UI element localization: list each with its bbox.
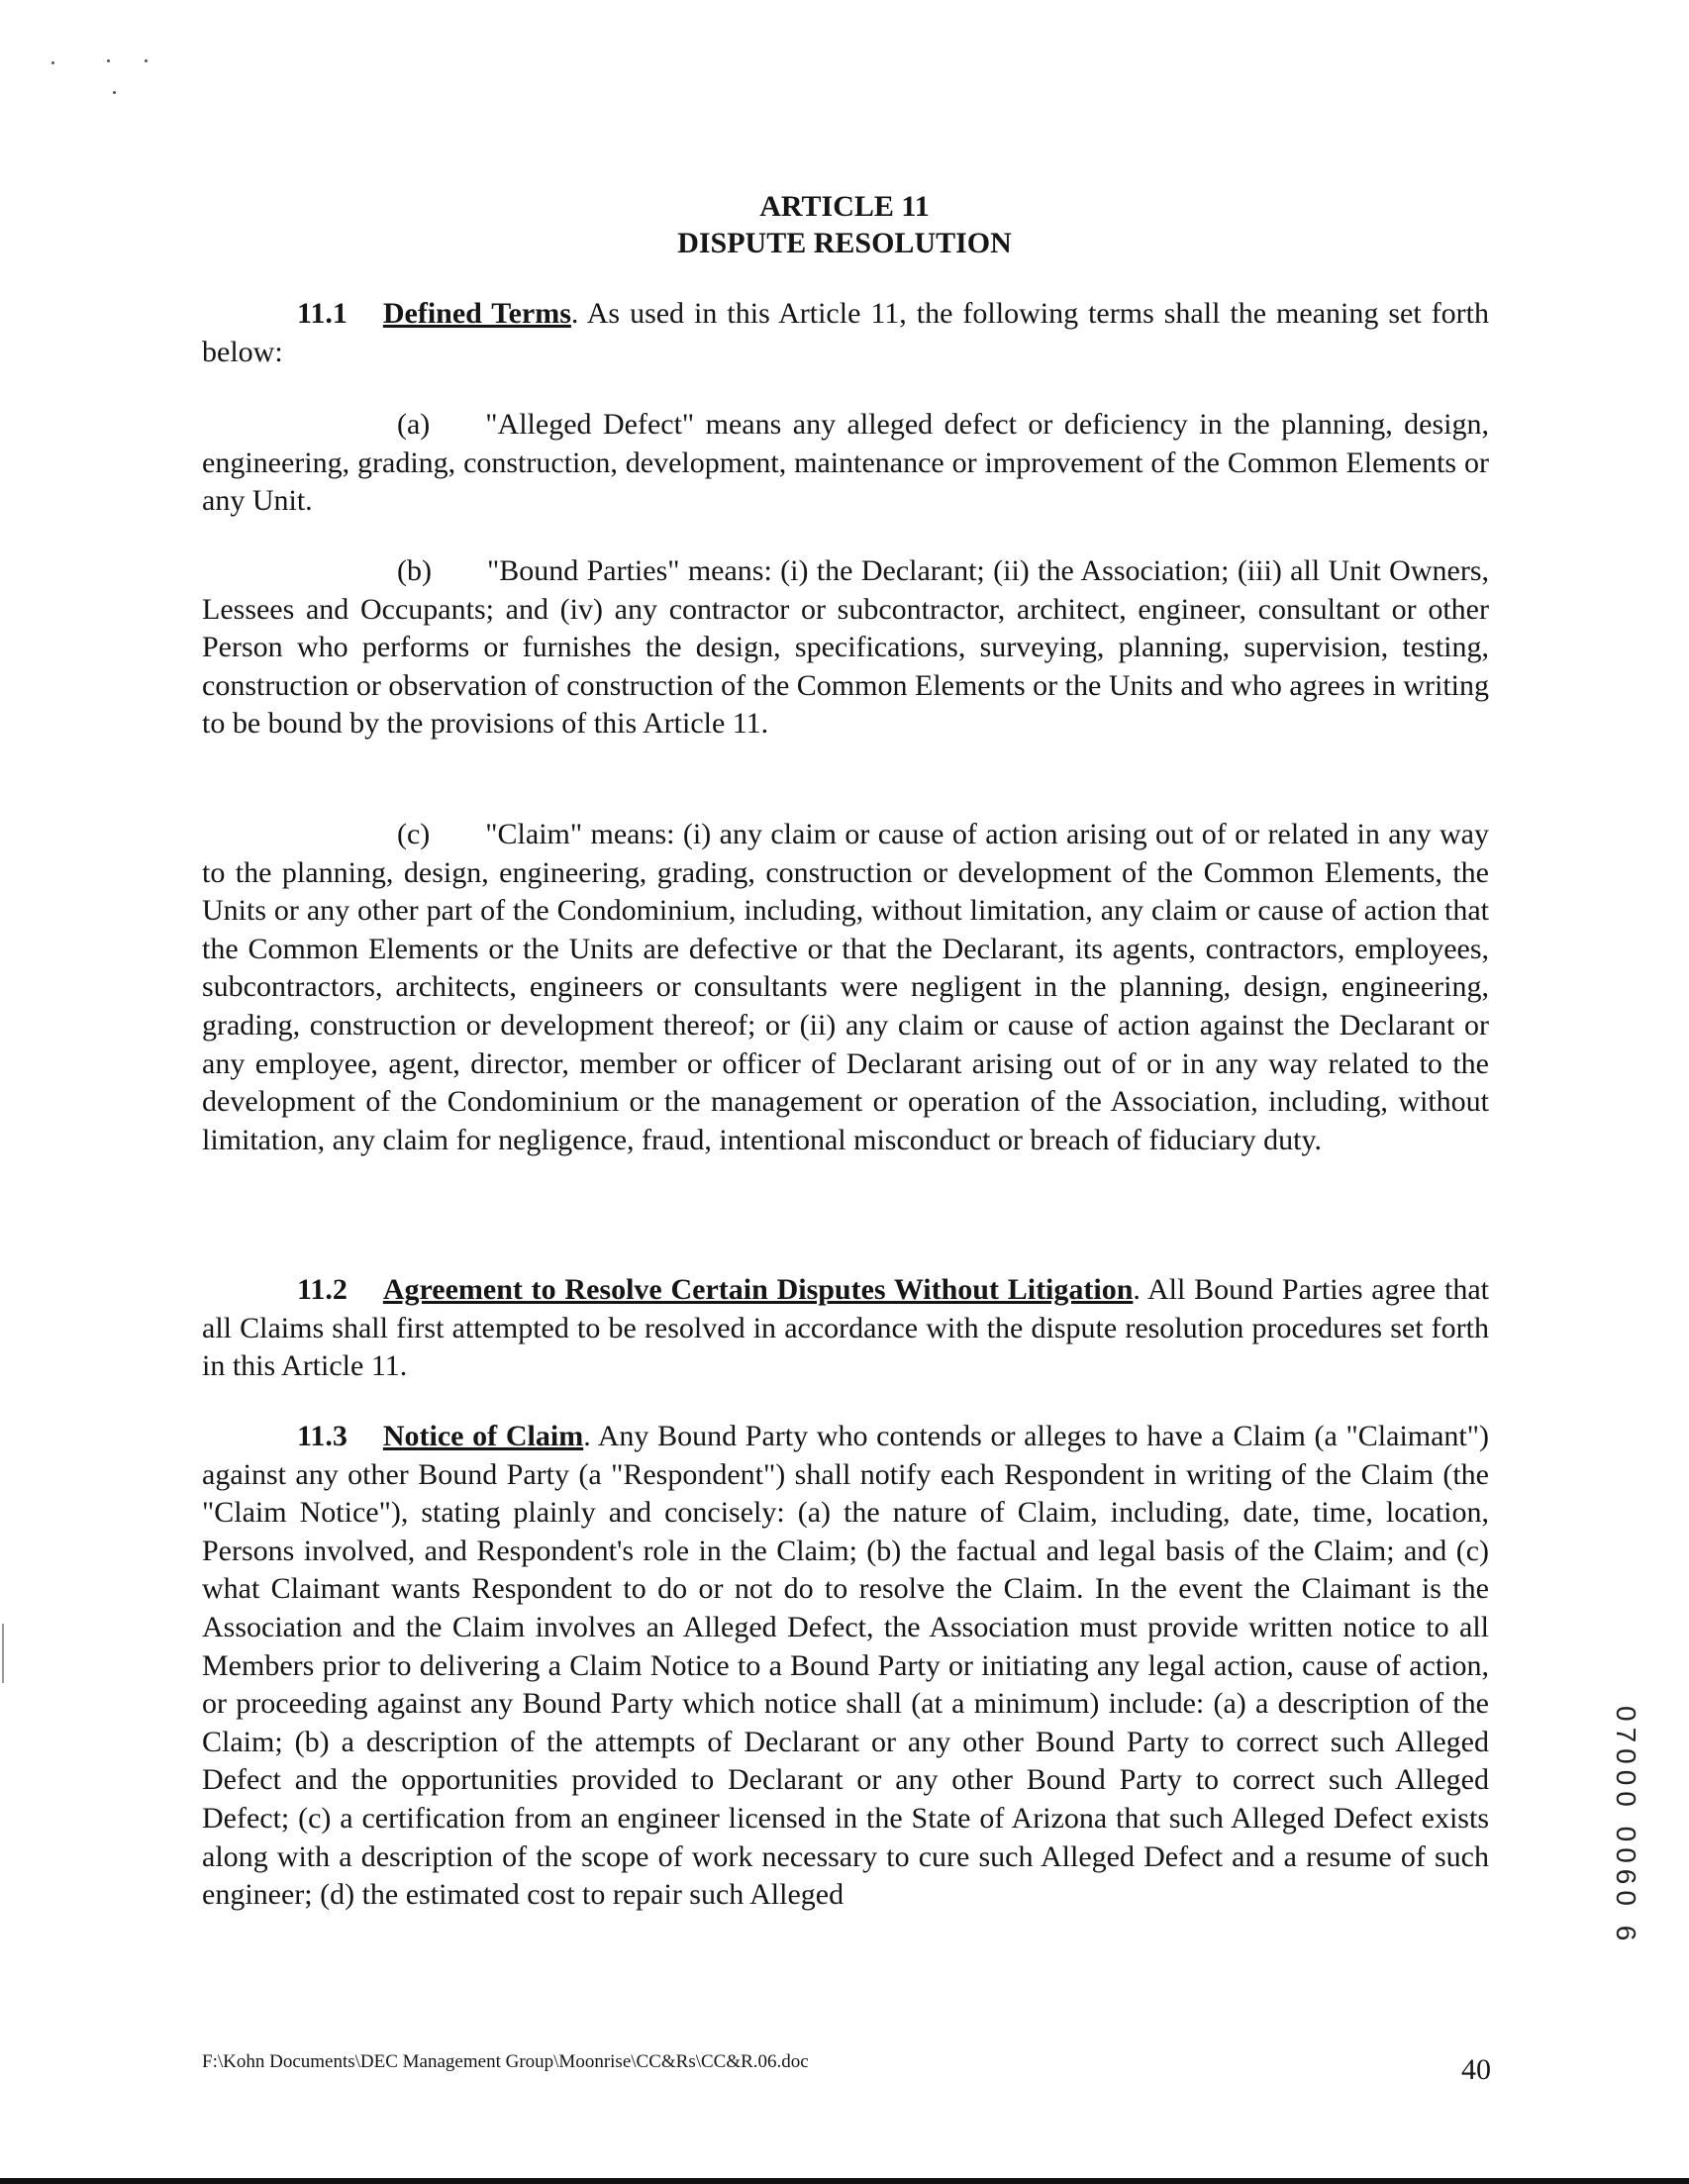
definition-text: "Claim" means: (i) any claim or cause of action arising out of or related in any way to the planning, design, engineering, grading, construction or development of the Common Elements, the Units or any other part of the Condominium, including, without limitation, any claim or cause of action that the Common Elements or the Units are defective or that the Declarant, its agents, contractors, employees, subcontractors, architects, engineers or consultants were negligent in the planning, design, engineering, grading, construction or development thereof; or (ii) any claim or cause of action against the Declarant or any employee, agent, director, member or officer of Declarant arising out of or in any way related to the development of the Condominium or the management or operation of the Association, including, without limitation, any claim for negligence, fraud, intentional misconduct or breach of fiduciary duty. bbox=[202, 818, 1489, 1156]
definition-label: (c) bbox=[397, 818, 431, 850]
definition-label: (b) bbox=[397, 554, 432, 587]
definition-b bbox=[202, 552, 1489, 744]
section-11-3 bbox=[202, 1418, 1489, 1915]
section-text: . As used in this Article 11, the following terms shall the meaning set forth below: bbox=[202, 297, 1490, 368]
scan-bottom-edge bbox=[0, 2178, 1689, 2184]
section-heading: Agreement to Resolve Certain Disputes Without Litigation bbox=[382, 1273, 1134, 1306]
section-11-1 bbox=[202, 295, 1489, 371]
scan-speck bbox=[145, 59, 148, 62]
footer-file-path: F:\Kohn Documents\DEC Management Group\Moonrise\CC&Rs\CC&R.06.doc bbox=[202, 2051, 809, 2072]
section-number: 11.3 bbox=[297, 1420, 348, 1452]
page-number: 40 bbox=[1461, 2053, 1491, 2086]
scan-speck bbox=[113, 91, 116, 94]
definition-text: "Bound Parties" means: (i) the Declarant; (ii) the Association; (iii) all Unit Owners, Lessees and Occupants; and (iv) any contractor or subcontractor, architect, engineer, consultant or other Person who performs or furnishes the design, specifications, surveying, planning, supervision, testing, construction or observation of construction of the Common Elements or the Units and who agrees in writing to be bound by the provisions of this Article 11. bbox=[202, 554, 1489, 741]
section-number: 11.1 bbox=[297, 297, 348, 330]
definition-text: "Alleged Defect" means any alleged defect or deficiency in the planning, design, engineering, grading, construction, development, maintenance or improvement of the Common Elements or any Unit. bbox=[202, 408, 1489, 518]
section-heading: Defined Terms bbox=[382, 297, 571, 330]
scan-edge-mark bbox=[2, 1624, 4, 1683]
article-number: ARTICLE 11 bbox=[759, 190, 930, 223]
article-title: DISPUTE RESOLUTION bbox=[677, 227, 1012, 259]
section-text: . Any Bound Party who contends or alleges to have a Claim (a "Claimant") against any other Bound Party (a "Respondent") shall notify each Respondent in writing of the Claim (the "Claim Notice"), stating plainly and concisely: (a) the nature of Claim, including, date, time, location, Persons involved, and Respondent's role in the Claim; (b) the factual and legal basis of the Claim; and (c) what Claimant wants Respondent to do or not do to resolve the Claim. In the event the Claimant is the Association and the Claim involves an Alleged Defect, the Association must provide written notice to all Members prior to delivering a Claim Notice to a Bound Party or initiating any legal action, cause of action, or proceeding against any Bound Party which notice shall (at a minimum) include: (a) a description of the Claim; (b) a description of the attempts of Declarant or any other Bound Party to correct such Alleged Defect and the opportunities provided to Declarant or any other Bound Party to correct such Alleged Defect; (c) a certification from an engineer licensed in the State of Arizona that such Alleged Defect exists along with a description of the scope of work necessary to cure such Alleged Defect and a resume of such engineer; (d) the estimated cost to repair such Alleged bbox=[202, 1420, 1490, 1912]
definition-c bbox=[202, 816, 1489, 1159]
section-heading: Notice of Claim bbox=[382, 1420, 584, 1452]
bates-stamp: 07000 0060 6 bbox=[1611, 1706, 1641, 1947]
section-11-2 bbox=[202, 1271, 1489, 1386]
section-text: . All Bound Parties agree that all Claims shall first attempted to be resolved in accordance with the dispute resolution procedures set forth in this Article 11. bbox=[202, 1273, 1489, 1383]
scan-speck bbox=[107, 59, 110, 62]
definition-label: (a) bbox=[397, 408, 431, 441]
section-number: 11.2 bbox=[297, 1273, 348, 1306]
definition-a bbox=[202, 406, 1489, 521]
scan-speck bbox=[51, 61, 54, 64]
